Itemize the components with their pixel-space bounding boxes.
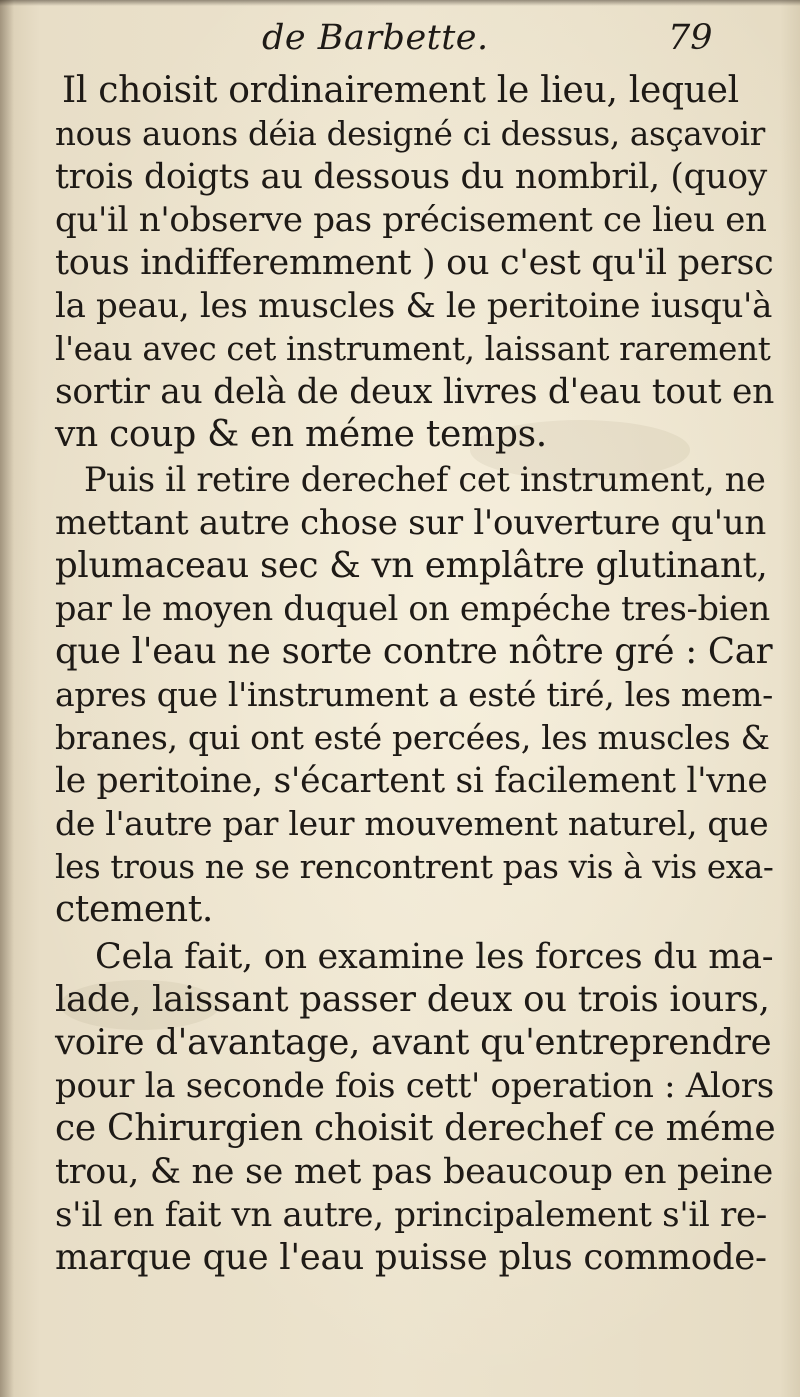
top-edge-shadow [0,0,800,6]
text-line: la peau, les muscles & le peritoine iusqu'à [55,286,773,326]
text-line: vn coup & en méme temps. [55,414,547,455]
page-header [0,14,800,64]
text-line: Puis il retire derechef cet instrument, ne [84,460,766,499]
text-line: par le moyen duquel on empéche tres-bien [55,589,770,628]
text-line: tous indifferemment ) ou c'est qu'il persc [55,243,774,283]
text-line: l'eau avec cet instrument, laissant rarement [55,330,771,368]
text-line: le peritoine, s'écartent si facilement l'vne [55,761,768,801]
text-line: marque que l'eau puisse plus commode- [55,1237,767,1278]
text-line: que l'eau ne sorte contre nôtre gré : Car [55,631,773,672]
text-line: de l'autre par leur mouvement naturel, que [55,804,769,843]
text-line: Cela fait, on examine les forces du ma- [95,937,774,977]
text-line: plumaceau sec & vn emplâtre glutinant, [55,545,768,586]
gutter-shadow [0,0,14,1397]
text-line: voire d'avantage, avant qu'entreprendre [55,1022,772,1063]
text-line: Il choisit ordinairement le lieu, lequel [62,70,739,111]
text-line: les trous ne se rencontrent pas vis à vis exa- [55,848,774,886]
text-line: branes, qui ont esté percées, les muscles & [55,718,770,757]
text-line: pour la seconde fois cett' operation : Alors [55,1066,774,1106]
text-line: ce Chirurgien choisit derechef ce méme [55,1108,776,1149]
text-line: trou, & ne se met pas beaucoup en peine [55,1152,774,1192]
text-line: lade, laissant passer deux ou trois iours, [55,979,770,1020]
text-line: apres que l'instrument a esté tiré, les mem- [55,675,773,714]
text-line: ctement. [55,889,214,930]
text-line: qu'il n'observe pas précisement ce lieu en [55,200,767,240]
text-line: mettant autre chose sur l'ouverture qu'un [55,503,766,543]
running-head: de Barbette. [262,18,489,58]
text-line: s'il en fait vn autre, principalement s'il re- [55,1195,767,1235]
page-number: 79 [668,18,713,58]
text-line: sortir au delà de deux livres d'eau tout en [55,372,775,412]
text-line: trois doigts au dessous du nombril, (quoy [55,157,767,197]
text-line: nous auons déia designé ci dessus, asçavoir [55,115,765,153]
